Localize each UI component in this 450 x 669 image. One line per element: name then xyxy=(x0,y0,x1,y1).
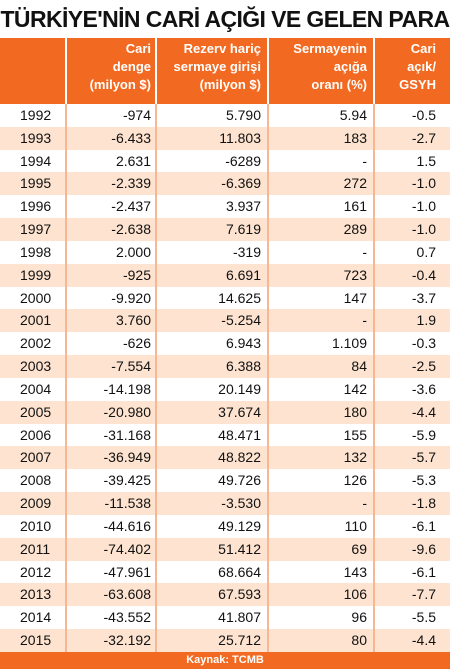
cell-capital-inflow: 6.691 xyxy=(155,264,267,287)
cell-year: 1993 xyxy=(20,129,52,146)
table-row xyxy=(0,561,450,584)
cell-capital-ratio: 143 xyxy=(267,561,373,584)
cell-capital-ratio: 723 xyxy=(267,264,373,287)
cell-current-balance: -11.538 xyxy=(65,492,155,515)
table-row xyxy=(0,606,450,629)
cell-capital-inflow: 20.149 xyxy=(155,378,267,401)
cell-year: 2014 xyxy=(20,609,52,626)
cell-year: 2009 xyxy=(20,495,52,512)
cell-current-balance: 2.000 xyxy=(65,241,155,264)
table-row xyxy=(0,401,450,424)
cell-year: 2008 xyxy=(20,472,52,489)
cell-deficit-gdp: -1.0 xyxy=(373,218,450,241)
cell-capital-ratio: 272 xyxy=(267,172,373,195)
cell-deficit-gdp: -2.7 xyxy=(373,127,450,150)
cell-capital-ratio: - xyxy=(267,150,373,173)
cell-deficit-gdp: -3.7 xyxy=(373,287,450,310)
cell-deficit-gdp: -2.5 xyxy=(373,355,450,378)
cell-current-balance: -47.961 xyxy=(65,561,155,584)
cell-capital-inflow: 41.807 xyxy=(155,606,267,629)
table-row xyxy=(0,195,450,218)
cell-year: 1999 xyxy=(20,266,52,283)
cell-deficit-gdp: -0.4 xyxy=(373,264,450,287)
cell-capital-ratio: 96 xyxy=(267,606,373,629)
cell-capital-ratio: 110 xyxy=(267,515,373,538)
table-row xyxy=(0,492,450,515)
cell-current-balance: -43.552 xyxy=(65,606,155,629)
cell-deficit-gdp: -4.4 xyxy=(373,401,450,424)
cell-capital-ratio: 289 xyxy=(267,218,373,241)
cell-current-balance: -39.425 xyxy=(65,469,155,492)
cell-current-balance: -20.980 xyxy=(65,401,155,424)
table-row xyxy=(0,150,450,173)
cell-capital-ratio: 126 xyxy=(267,469,373,492)
cell-year: 2007 xyxy=(20,449,52,466)
cell-deficit-gdp: -3.6 xyxy=(373,378,450,401)
cell-capital-inflow: 68.664 xyxy=(155,561,267,584)
cell-current-balance: -974 xyxy=(65,104,155,127)
cell-capital-inflow: 7.619 xyxy=(155,218,267,241)
cell-capital-inflow: 37.674 xyxy=(155,401,267,424)
cell-capital-ratio: - xyxy=(267,492,373,515)
cell-capital-inflow: 6.943 xyxy=(155,332,267,355)
cell-deficit-gdp: -1.8 xyxy=(373,492,450,515)
table-row xyxy=(0,264,450,287)
cell-capital-ratio: 142 xyxy=(267,378,373,401)
cell-deficit-gdp: -5.5 xyxy=(373,606,450,629)
cell-capital-ratio: - xyxy=(267,241,373,264)
cell-deficit-gdp: -5.7 xyxy=(373,446,450,469)
cell-capital-inflow: 25.712 xyxy=(155,629,267,652)
cell-capital-ratio: 1.109 xyxy=(267,332,373,355)
cell-current-balance: -63.608 xyxy=(65,583,155,606)
cell-current-balance: -7.554 xyxy=(65,355,155,378)
cell-capital-inflow: 48.471 xyxy=(155,424,267,447)
table-row xyxy=(0,309,450,332)
cell-deficit-gdp: -0.5 xyxy=(373,104,450,127)
table-row xyxy=(0,629,450,652)
cell-deficit-gdp: 1.5 xyxy=(373,150,450,173)
cell-current-balance: 2.631 xyxy=(65,150,155,173)
cell-current-balance: -9.920 xyxy=(65,287,155,310)
cell-deficit-gdp: -1.0 xyxy=(373,195,450,218)
header-deficit-gdp: Cari açık/ GSYH xyxy=(373,38,450,104)
table-row xyxy=(0,218,450,241)
cell-year: 1996 xyxy=(20,198,52,215)
cell-current-balance: -36.949 xyxy=(65,446,155,469)
cell-capital-ratio: 147 xyxy=(267,287,373,310)
cell-year: 1998 xyxy=(20,243,52,260)
cell-year: 2010 xyxy=(20,517,52,534)
cell-capital-inflow: 67.593 xyxy=(155,583,267,606)
cell-current-balance: -32.192 xyxy=(65,629,155,652)
cell-capital-inflow: -6289 xyxy=(155,150,267,173)
cell-current-balance: -925 xyxy=(65,264,155,287)
cell-year: 2001 xyxy=(20,312,52,329)
cell-capital-ratio: 80 xyxy=(267,629,373,652)
cell-year: 1997 xyxy=(20,221,52,238)
source-note: Kaynak: TCMB xyxy=(0,652,450,669)
cell-capital-inflow: 49.726 xyxy=(155,469,267,492)
cell-deficit-gdp: 1.9 xyxy=(373,309,450,332)
cell-capital-inflow: 48.822 xyxy=(155,446,267,469)
cell-deficit-gdp: 0.7 xyxy=(373,241,450,264)
cell-capital-ratio: 132 xyxy=(267,446,373,469)
cell-capital-ratio: - xyxy=(267,309,373,332)
table-row xyxy=(0,332,450,355)
cell-capital-inflow: -3.530 xyxy=(155,492,267,515)
cell-deficit-gdp: -4.4 xyxy=(373,629,450,652)
cell-deficit-gdp: -6.1 xyxy=(373,515,450,538)
table-row xyxy=(0,127,450,150)
cell-current-balance: -31.168 xyxy=(65,424,155,447)
cell-capital-inflow: 5.790 xyxy=(155,104,267,127)
cell-capital-inflow: -319 xyxy=(155,241,267,264)
cell-current-balance: -2.638 xyxy=(65,218,155,241)
cell-year: 2012 xyxy=(20,563,52,580)
table-body xyxy=(0,104,450,652)
cell-deficit-gdp: -5.9 xyxy=(373,424,450,447)
cell-capital-inflow: 3.937 xyxy=(155,195,267,218)
cell-year: 2015 xyxy=(20,632,52,649)
cell-year: 1995 xyxy=(20,175,52,192)
table-row xyxy=(0,172,450,195)
table-row xyxy=(0,583,450,606)
cell-capital-ratio: 161 xyxy=(267,195,373,218)
table-row xyxy=(0,104,450,127)
cell-current-balance: -626 xyxy=(65,332,155,355)
cell-capital-ratio: 5.94 xyxy=(267,104,373,127)
cell-capital-inflow: -5.254 xyxy=(155,309,267,332)
cell-capital-ratio: 183 xyxy=(267,127,373,150)
cell-deficit-gdp: -7.7 xyxy=(373,583,450,606)
cell-year: 2000 xyxy=(20,289,52,306)
cell-year: 1994 xyxy=(20,152,52,169)
header-capital-inflow: Rezerv hariç sermaye girişi (milyon $) xyxy=(155,38,267,104)
table-header xyxy=(0,38,450,104)
table-row xyxy=(0,424,450,447)
cell-current-balance: -2.437 xyxy=(65,195,155,218)
cell-capital-inflow: 14.625 xyxy=(155,287,267,310)
header-current-balance: Cari denge (milyon $) xyxy=(65,38,155,104)
cell-capital-inflow: 49.129 xyxy=(155,515,267,538)
cell-capital-ratio: 106 xyxy=(267,583,373,606)
cell-year: 2004 xyxy=(20,380,52,397)
table-row xyxy=(0,446,450,469)
cell-capital-ratio: 69 xyxy=(267,538,373,561)
cell-deficit-gdp: -1.0 xyxy=(373,172,450,195)
header-year xyxy=(0,38,65,104)
table-row xyxy=(0,538,450,561)
table-row xyxy=(0,515,450,538)
cell-capital-inflow: 11.803 xyxy=(155,127,267,150)
cell-current-balance: -2.339 xyxy=(65,172,155,195)
table-row xyxy=(0,378,450,401)
cell-year: 2011 xyxy=(20,540,51,557)
cell-deficit-gdp: -9.6 xyxy=(373,538,450,561)
cell-year: 2002 xyxy=(20,335,52,352)
cell-year: 2006 xyxy=(20,426,52,443)
cell-current-balance: -6.433 xyxy=(65,127,155,150)
cell-deficit-gdp: -6.1 xyxy=(373,561,450,584)
table-title: TÜRKİYE'NİN CARİ AÇIĞI VE GELEN PARA xyxy=(0,6,450,32)
cell-current-balance: -14.198 xyxy=(65,378,155,401)
table-row xyxy=(0,469,450,492)
cell-deficit-gdp: -0.3 xyxy=(373,332,450,355)
cell-deficit-gdp: -5.3 xyxy=(373,469,450,492)
cell-capital-inflow: 6.388 xyxy=(155,355,267,378)
cell-current-balance: -44.616 xyxy=(65,515,155,538)
table-row xyxy=(0,355,450,378)
cell-capital-ratio: 155 xyxy=(267,424,373,447)
cell-current-balance: 3.760 xyxy=(65,309,155,332)
cell-capital-inflow: -6.369 xyxy=(155,172,267,195)
cell-current-balance: -74.402 xyxy=(65,538,155,561)
cell-capital-ratio: 180 xyxy=(267,401,373,424)
table-row xyxy=(0,287,450,310)
cell-capital-ratio: 84 xyxy=(267,355,373,378)
cell-capital-inflow: 51.412 xyxy=(155,538,267,561)
header-capital-ratio: Sermayenin açığa oranı (%) xyxy=(267,38,373,104)
cell-year: 2005 xyxy=(20,403,52,420)
cell-year: 1992 xyxy=(20,107,52,123)
table-row xyxy=(0,241,450,264)
cell-year: 2003 xyxy=(20,358,52,375)
cell-year: 2013 xyxy=(20,586,52,603)
